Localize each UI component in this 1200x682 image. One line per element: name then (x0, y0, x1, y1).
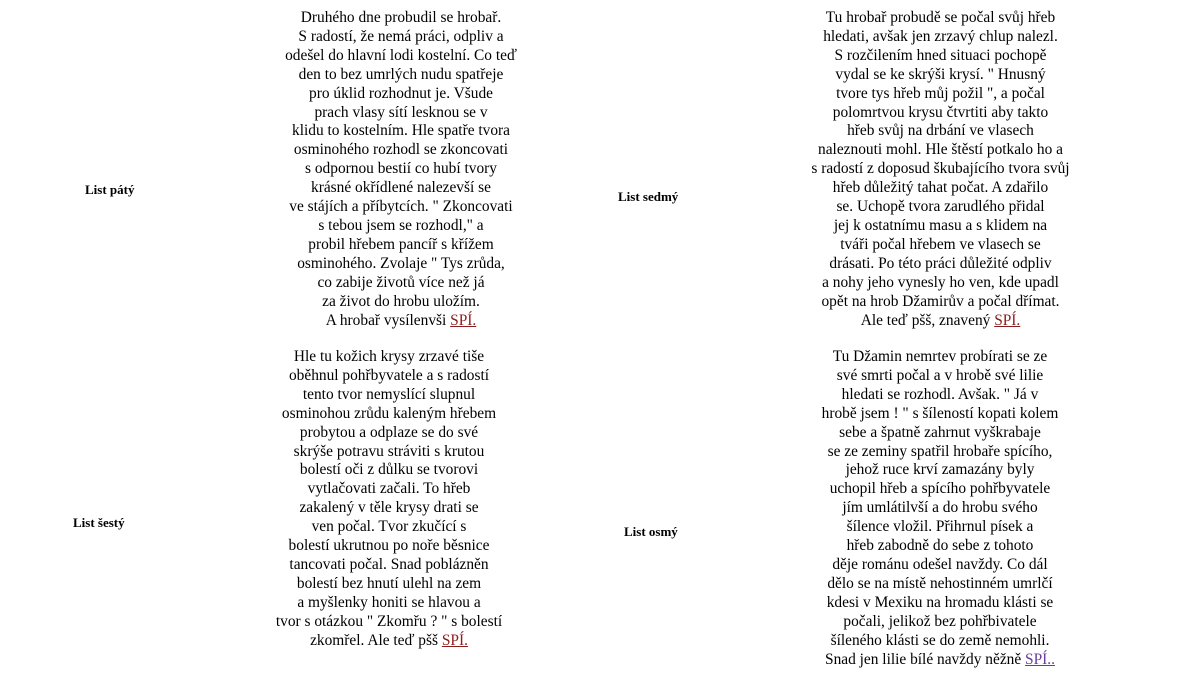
poem-line: a myšlenky honiti se hlavou a (297, 593, 481, 611)
poem-line: se ze zeminy spatřil hrobaře spícího, (827, 442, 1053, 460)
poem-line: probytou a odplaze se do své (299, 423, 479, 441)
poem-line: osminohého. Zvolaje " Tys zrůda, (297, 254, 505, 272)
poem-line: tvor s otázkou " Zkomřu ? " s bolestí (275, 612, 503, 630)
poem-line: sebe a špatně zahrnut vyškrabaje (839, 423, 1041, 441)
poem-line: jej k ostatnímu masu a s klidem na (833, 216, 1048, 234)
section-8-label: List osmý (624, 524, 678, 539)
poem-line: osminohého rozhodl se zkoncovati (293, 141, 509, 159)
poem-line: s odpornou bestií co hubí tvory (305, 160, 497, 178)
poem-line: šílence vložil. Přihrnul písek a (846, 518, 1034, 536)
section-8-poem (800, 348, 1080, 669)
poem-line: vydal se ke skrýši krysí. " Hnusný (835, 65, 1046, 83)
poem-last-text: Ale teď pšš, znavený (860, 311, 995, 329)
section-6-poem (258, 348, 520, 651)
poem-line: šíleného klásti se do země nemohli. (830, 631, 1050, 649)
poem-line: co zabije životů více než já (317, 273, 485, 291)
poem-line: se. Uchopě tvora zarudlého přidal (836, 198, 1045, 216)
poem-line: tancovati počal. Snad poblázněn (289, 555, 489, 573)
section-5-label: List pátý (85, 182, 135, 197)
poem-line: zakalený v těle krysy drati se (299, 499, 479, 517)
poem-line: oběhnul pohřbyvatele a s radostí (288, 366, 490, 384)
poem-line: hřeb důležitý tahat počat. A zdařilo (832, 179, 1049, 197)
poem-line: osminohou zrůdu kaleným hřebem (281, 404, 497, 422)
poem-line: počali, jelikož bez pohřbivatele (843, 612, 1037, 630)
poem-line: uchopil hřeb a spícího pohřbyvatele (829, 480, 1051, 498)
section-7-poem (798, 9, 1083, 330)
poem-line: prach vlasy sítí lesknou se v (314, 103, 488, 121)
poem-line: hledati, avšak jen zrzavý chlup nalezl. (823, 27, 1058, 45)
poem-line: polomrtvou krysu čtvrtiti aby takto (832, 103, 1049, 121)
poem-last-line (798, 312, 1083, 331)
poem-line: klidu to kostelním. Hle spatře tvora (292, 122, 510, 140)
poem-line: drásati. Po této práci důležité odpliv (829, 254, 1052, 272)
poem-line: hřeb zabodně do sebe z tohoto (846, 537, 1034, 555)
poem-line: hrobě jsem ! " s šíleností kopati kolem (821, 404, 1059, 422)
poem-line: Tu hrobař probudě se počal svůj hřeb (825, 9, 1056, 26)
spi-link[interactable]: SPÍ. (441, 631, 468, 649)
poem-line: jehož ruce krví zamazány byly (845, 461, 1035, 479)
poem-line: ve stájích a příbytcích. " Zkoncovati (289, 198, 513, 216)
poem-line: opět na hrob Džamirův a počal dřímat. (821, 292, 1060, 310)
poem-line: jím umlátilvší a do hrobu svého (842, 499, 1038, 517)
poem-line: bolestí ukrutnou po noře běsnice (288, 537, 490, 555)
section-6-label: List šestý (73, 515, 125, 530)
poem-line: krásné okřídlené nalezevší se (311, 179, 491, 197)
poem-line: vytlačovati začali. To hřeb (307, 480, 471, 498)
poem-line: ven počal. Tvor zkučící s (311, 518, 467, 536)
poem-line: bolestí oči z důlku se tvorovi (299, 461, 479, 479)
poem-line: bolestí bez hnutí ulehl na zem (296, 574, 482, 592)
poem-line: skrýše potravu stráviti s krutou (293, 442, 485, 460)
poem-line: S radostí, že nemá práci, odpliv a (298, 27, 504, 45)
poem-line: probil hřebem pancíř s křížem (308, 235, 494, 253)
section-7-label: List sedmý (618, 189, 679, 204)
poem-line: S rozčilením hned situaci pochopě (834, 46, 1047, 64)
poem-line: Druhého dne probudil se hrobař. (300, 9, 502, 26)
poem-last-line (800, 651, 1080, 670)
poem-line: své smrti počal a v hrobě své lilie (836, 366, 1044, 384)
poem-last-line (258, 632, 520, 651)
poem-last-text: zkomřel. Ale teď pšš (310, 631, 442, 649)
poem-line: děje románu odešel navždy. Co dál (832, 555, 1048, 573)
poem-line: s radostí z doposud škubajícího tvora svůj (811, 160, 1070, 178)
poem-line: kdesi v Mexiku na hromadu klásti se (826, 593, 1054, 611)
poem-line: naleznouti mohl. Hle štěstí potkalo ho a (818, 141, 1063, 159)
section-5-poem (271, 9, 531, 330)
poem-line: za život do hrobu uložím. (322, 292, 480, 310)
poem-line: Tu Džamin nemrtev probírati se ze (832, 348, 1048, 365)
poem-last-text: Snad jen lilie bílé navždy něžně (825, 650, 1026, 668)
poem-line: tvore tys hřeb můj požil ", a počal (836, 84, 1045, 102)
poem-line: hřeb svůj na drbání ve vlasech (847, 122, 1034, 140)
spi-link[interactable]: SPÍ.. (1025, 650, 1055, 668)
poem-line: den to bez umrlých nudu spatřeje (298, 65, 504, 83)
poem-line: tento tvor nemyslící slupnul (302, 385, 476, 403)
poem-line: tváři počal hřebem ve vlasech se (840, 235, 1041, 253)
poem-line: s tebou jsem se rozhodl," a (318, 216, 484, 234)
poem-line: pro úklid rozhodnut je. Všude (309, 84, 493, 102)
poem-line: a nohy jeho vynesly ho ven, kde upadl (822, 273, 1059, 291)
poem-last-text: A hrobař vysílenvši (325, 311, 451, 329)
poem-last-line (271, 312, 531, 331)
poem-line: hledati se rozhodl. Avšak. " Já v (841, 385, 1039, 403)
spi-link[interactable]: SPÍ. (994, 311, 1021, 329)
spi-link[interactable]: SPÍ. (450, 311, 477, 329)
poem-line: Hle tu kožich krysy zrzavé tiše (293, 348, 485, 365)
poem-line: odešel do hlavní lodi kostelní. Co teď (285, 46, 517, 64)
poem-line: dělo se na místě nehostinném umrlčí (827, 574, 1053, 592)
